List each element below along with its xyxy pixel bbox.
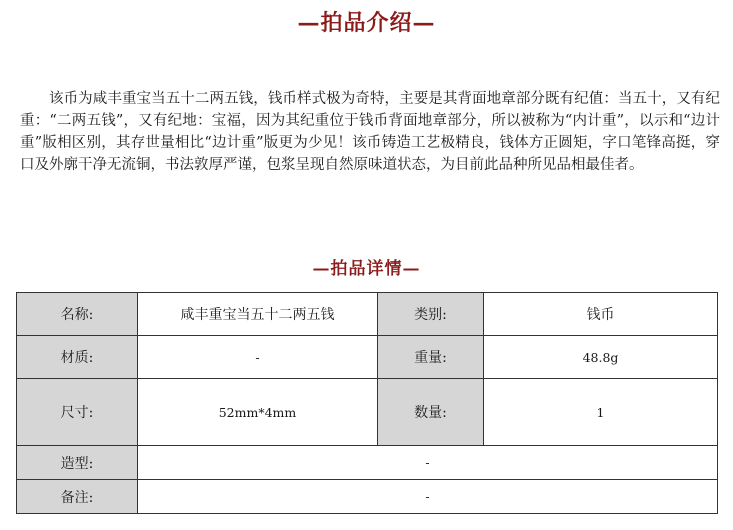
table-row	[17, 336, 718, 379]
weight-value: 48.8g	[484, 336, 718, 379]
remark-label: 备注:	[17, 480, 138, 514]
table-row	[17, 446, 718, 480]
size-value: 52mm*4mm	[138, 379, 378, 446]
quantity-label: 数量:	[378, 379, 484, 446]
intro-paragraph: 该币为咸丰重宝当五十二两五钱，钱币样式极为奇特，主要是其背面地章部分既有纪值：当五十，又有纪重：“二两五钱”，又有纪地：宝福，因为其纪重位于钱币背面地章部分，所以被称为“内计重”，以示和“边计重”版相区别，其存世量相比“边计重”版更为少见！该币铸造工艺极精良，钱体方正圆矩，字口笔锋高挺，穿口及外廓干净无流铜，书法敦厚严谨，包浆呈现自然原味道状态，为目前此品种所见品相最佳者。	[20, 91, 720, 173]
details-table	[16, 292, 718, 514]
category-value: 钱币	[484, 293, 718, 336]
table-row	[17, 480, 718, 514]
material-label: 材质:	[17, 336, 138, 379]
table-row	[17, 379, 718, 446]
shape-value: -	[138, 446, 718, 480]
shape-label: 造型:	[17, 446, 138, 480]
category-label: 类别:	[378, 293, 484, 336]
material-value: -	[138, 336, 378, 379]
quantity-value: 1	[484, 379, 718, 446]
details-section-title: —拍品详情—	[312, 259, 421, 279]
name-label: 名称:	[17, 293, 138, 336]
weight-label: 重量:	[378, 336, 484, 379]
size-label: 尺寸:	[17, 379, 138, 446]
table-row	[17, 293, 718, 336]
remark-value: -	[138, 480, 718, 514]
intro-section-title: —拍品介绍—	[297, 10, 436, 36]
name-value: 咸丰重宝当五十二两五钱	[138, 293, 378, 336]
